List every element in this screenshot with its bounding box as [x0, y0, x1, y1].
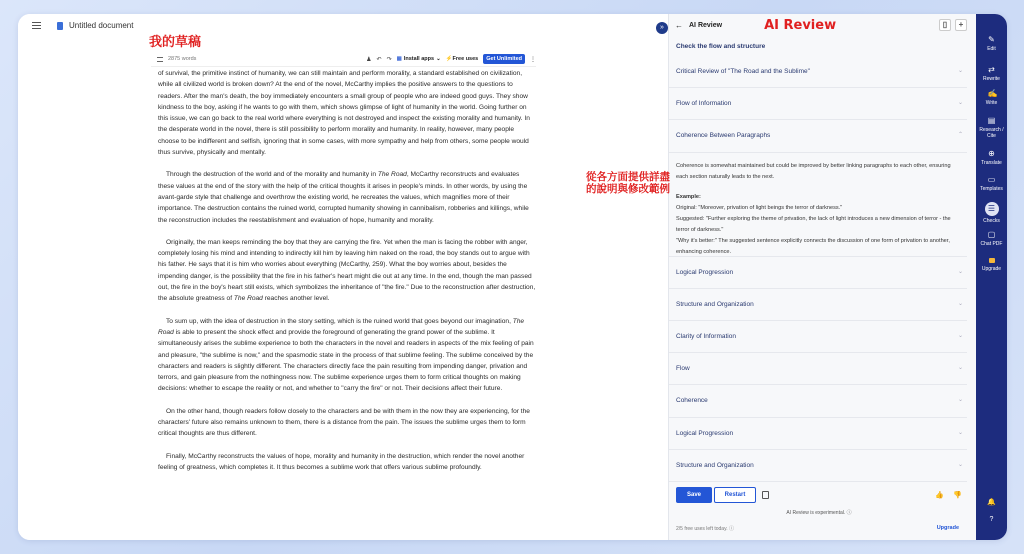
panel-toggle-icon[interactable]: ▯ [939, 19, 951, 31]
review-title: AI Review [689, 21, 723, 29]
spark-icon: ⚡ [445, 56, 453, 62]
review-category-item[interactable] [669, 385, 967, 417]
redo-icon[interactable]: ↷ [386, 56, 392, 63]
write-icon: ✍ [987, 89, 998, 98]
grid-icon: ▦ [396, 56, 402, 62]
sidebar-item-upgrade[interactable] [976, 258, 1007, 272]
free-uses-indicator: ⚡Free uses [445, 56, 479, 62]
paragraph-text: Originally, the man keeps reminding the boy that they are carrying the fire. Yet when the man is facing the robber with anger, completely losing his mind and intending to indirectly kill him by leaving him naked on the road, the boy stands out to argue with his father. He says that it is him who worries about everything (McCarthy, 259). What the boy worries about, besides the impending danger, is the possibility that the fire in his father's heart might die out at any time. In the end, though the man passed out, the fire in the boy's heart still exists, which symbolizes the inheritance of "the fire." Due to the reconstruction after destruction, the absolute greatness of [158, 238, 536, 303]
sidebar-label: Translate [981, 160, 1002, 166]
review-header [669, 14, 977, 36]
sidebar-item-edit[interactable] [976, 36, 1007, 52]
book-title: The Road [233, 295, 263, 303]
sidebar-label: Cite [987, 133, 996, 139]
expanded-intro: Coherence is somewhat maintained but could be improved by better linking paragraphs to each other, ensuring each section naturally leads to the next. [676, 162, 951, 180]
get-unlimited-button[interactable]: Get Unlimited [483, 54, 525, 64]
chevron-down-icon: ⌄ [957, 332, 963, 339]
sidebar-label: Research / [979, 127, 1004, 133]
sidebar-item-research[interactable] [976, 117, 1007, 139]
rewrite-icon: ⇄ [988, 65, 995, 74]
review-category-label: Flow of Information [676, 100, 732, 108]
document-paragraph [158, 406, 536, 440]
help-icon[interactable]: ? [989, 516, 994, 523]
sidebar-label: Edit [987, 46, 996, 52]
review-category-item[interactable] [669, 257, 967, 289]
review-category-label: Flow [676, 365, 690, 373]
more-icon[interactable]: ⋮ [530, 56, 536, 63]
chat-icon: ▢ [987, 230, 996, 239]
install-apps-button[interactable]: ▦ Install apps ⌄ [396, 56, 441, 62]
document-header [32, 21, 133, 30]
paragraph-text: of survival, the primitive instinct of humanity, we can still maintain and perform morality, a standard established on civilization, while all civilized world is broken down? At the end of the novel, McCarthy implies the positive answers to the questions to readers. After the man's death, the boy immediately encounters a small group of people who are indeed good guys. They show kindness to the boy, asking if he wants to go with them, which shows glimpse of light of humanity in the world. Going further on this issue, we can go back to the real world where everything is not destroyed and inspect the existing morality and humanity. In the desperate world in the novel, there is still possibility to perform morality and humanity. In reality, however, many people choose to be indifferent and selfish, ignoring that in some cases, with more sympathy and help from others, some people would thus survive, physically and mentally. [158, 70, 530, 157]
sidebar-item-chat-pdf[interactable] [976, 231, 1007, 247]
uses-left: 2/5 free uses left today. ⓘ [676, 526, 734, 532]
word-count: 2875 words [168, 56, 197, 62]
review-category-item[interactable] [669, 353, 967, 385]
thumbs-up-icon[interactable]: 👍 [935, 492, 944, 499]
sidebar-label: Rewrite [983, 76, 1000, 82]
templates-icon: ▭ [987, 175, 996, 184]
experimental-note: AI Review is experimental. ⓘ [786, 510, 852, 516]
sidebar-label: Templates [980, 186, 1003, 192]
annotation-line-1: 從各方面提供詳盡 [586, 171, 670, 183]
upgrade-link[interactable]: Upgrade [936, 525, 959, 531]
collapse-panel-icon[interactable]: » [656, 22, 668, 34]
paragraph-text: reaches another level. [262, 295, 330, 303]
document-pane [18, 14, 668, 540]
review-category-label: Structure and Organization [676, 461, 754, 469]
chevron-up-icon: ⌃ [957, 132, 963, 139]
editor-toolbar [151, 52, 536, 67]
chevron-down-icon: ⌄ [957, 429, 963, 436]
example-label: Example: [676, 193, 701, 200]
review-category-item[interactable] [669, 120, 967, 152]
review-category-label: Structure and Organization [676, 300, 754, 308]
bell-icon[interactable]: 🔔 [987, 499, 996, 506]
document-paragraph [158, 169, 536, 225]
example-suggested: Suggested: "Further exploring the theme of privation, the lack of light introduces a new dimension of terror - the terror of darkness." [676, 215, 951, 233]
review-list [669, 36, 977, 482]
review-footer [669, 484, 977, 540]
review-category-label: Coherence [676, 397, 708, 405]
document-title[interactable]: Untitled document [69, 21, 134, 30]
app-window [18, 14, 1007, 540]
document-icon [57, 22, 63, 30]
document-paragraph [158, 237, 536, 305]
paragraph-text: is able to present the shock effect and provide the foreground of generating the grand power of the sublime. It simultaneously arises the sublime experience to both the characters in the novel and readers in aspects of the mix feeling of pain and pleasure, "the sublime is now," and the spasmodic state in the process of that sublime feeling. The sublime conceived by the characters and readers is slightly different. The characters directly face the pain resulting from impending danger, privation and terrors, and gain pleasure from the nothingness now. The sublime experience urges them to form critical thoughts on making decisions: whether to escape the reality or not, and whether to "carry the fire" or not. Their decisions affect their future. [158, 328, 534, 393]
review-category-label: Clarity of Information [676, 333, 736, 341]
user-icon[interactable]: ♟ [366, 56, 372, 63]
feature-annotation [586, 171, 670, 195]
copy-icon[interactable] [762, 491, 769, 499]
sidebar-item-rewrite[interactable] [976, 66, 1007, 82]
draft-annotation: 我的草稿 [149, 35, 202, 50]
list-icon[interactable] [157, 57, 163, 62]
sidebar-item-templates[interactable] [976, 176, 1007, 192]
undo-icon[interactable]: ↶ [376, 56, 382, 63]
review-category-label: Logical Progression [676, 268, 734, 276]
book-title: The Road [158, 317, 525, 336]
document-paragraph [158, 451, 536, 474]
review-category-label: Coherence Between Paragraphs [676, 132, 771, 140]
pencil-icon: ✎ [988, 35, 995, 44]
book-title: The Road [377, 171, 407, 179]
paragraph-text: To sum up, with the idea of destruction in the story setting, which is the ruined world that goes beyond our imagination, [166, 317, 513, 325]
upgrade-icon [989, 258, 995, 263]
review-annotation: AI Review [764, 17, 837, 33]
paragraph-text: , McCarthy reconstructs and evaluates these values at the end of the story with the help of the critical thoughts it arises in people's minds. In other words, by using the avant-garde style that challenge and overthrow the existing world, he recreates the values, which magnifies more of their importance. The destruction contains the ruined world, corrupted humanity showing in cannibalism, robberies and killings, while the reconstruction includes the reestablishment and evaluation of hope, humanity and morality. [158, 171, 529, 224]
expanded-review-content [669, 153, 967, 257]
sidebar-label: Upgrade [981, 266, 1002, 272]
review-category-label: Critical Review of "The Road and the Sublime" [676, 68, 810, 76]
example-original: Original: "Moreover, privation of light beings the terror of darkness." [676, 204, 843, 211]
document-paragraph [158, 316, 536, 395]
example-why: "Why it's better:" The suggested sentence explicitly connects the discussion of one form of privation to another, enhancing coherence. [676, 237, 950, 255]
chevron-down-icon: ⌄ [957, 100, 963, 107]
chevron-down-icon: ⌄ [957, 365, 963, 372]
sidebar-item-write[interactable] [976, 90, 1007, 106]
review-category-item[interactable] [669, 56, 967, 88]
paragraph-text: Finally, McCarthy reconstructs the values of hope, morality and humanity in the destruction, which render the novel another feeling of greatness, which completes it. It thus becomes a sublime work that offers various sublime profoundly. [158, 452, 525, 471]
chevron-down-icon: ⌄ [957, 300, 963, 307]
chevron-down-icon: ⌄ [957, 68, 963, 74]
chevron-down-icon: ⌄ [957, 397, 963, 404]
ai-review-panel [668, 14, 976, 540]
chevron-down-icon: ⌄ [957, 461, 963, 468]
globe-icon: ⊕ [988, 149, 995, 158]
sidebar-label: Checks [983, 218, 1000, 224]
sidebar-label: Write [985, 100, 998, 106]
thumbs-down-icon[interactable]: 👎 [953, 492, 962, 499]
paragraph-text: On the other hand, though readers follow closely to the characters and be with them in the now they are experiencing, for the characters' future also remains unknown to them, there is a distance from the pain. The issues the sublime urges them to form critical thoughts are thus different. [158, 407, 530, 438]
review-section-heading: Check the flow and structure [676, 42, 766, 50]
annotation-line-2: 的說明與修改範例 [586, 183, 670, 195]
sidebar-label: Chat PDF [980, 241, 1003, 247]
document-body[interactable] [158, 68, 536, 484]
checks-icon: ☰ [985, 202, 999, 216]
research-icon: ▤ [987, 116, 996, 125]
review-category-item[interactable] [669, 450, 967, 482]
back-arrow-icon[interactable]: ← [675, 20, 683, 30]
paragraph-text: Through the destruction of the world and of the morality and humanity in [166, 171, 378, 179]
document-paragraph [158, 68, 536, 158]
sidebar-item-translate[interactable] [976, 150, 1007, 166]
review-category-item[interactable] [669, 88, 967, 120]
chevron-down-icon: ⌄ [957, 268, 963, 275]
review-category-item[interactable] [669, 418, 967, 450]
menu-icon[interactable] [32, 22, 41, 29]
add-icon[interactable]: + [955, 19, 967, 31]
review-category-item[interactable] [669, 289, 967, 321]
save-button[interactable]: Save [676, 487, 712, 503]
tools-sidebar [976, 14, 1007, 540]
review-category-label: Logical Progression [676, 429, 734, 437]
review-category-item[interactable] [669, 321, 967, 353]
sidebar-item-checks[interactable] [976, 202, 1007, 224]
restart-button[interactable]: Restart [714, 487, 756, 503]
